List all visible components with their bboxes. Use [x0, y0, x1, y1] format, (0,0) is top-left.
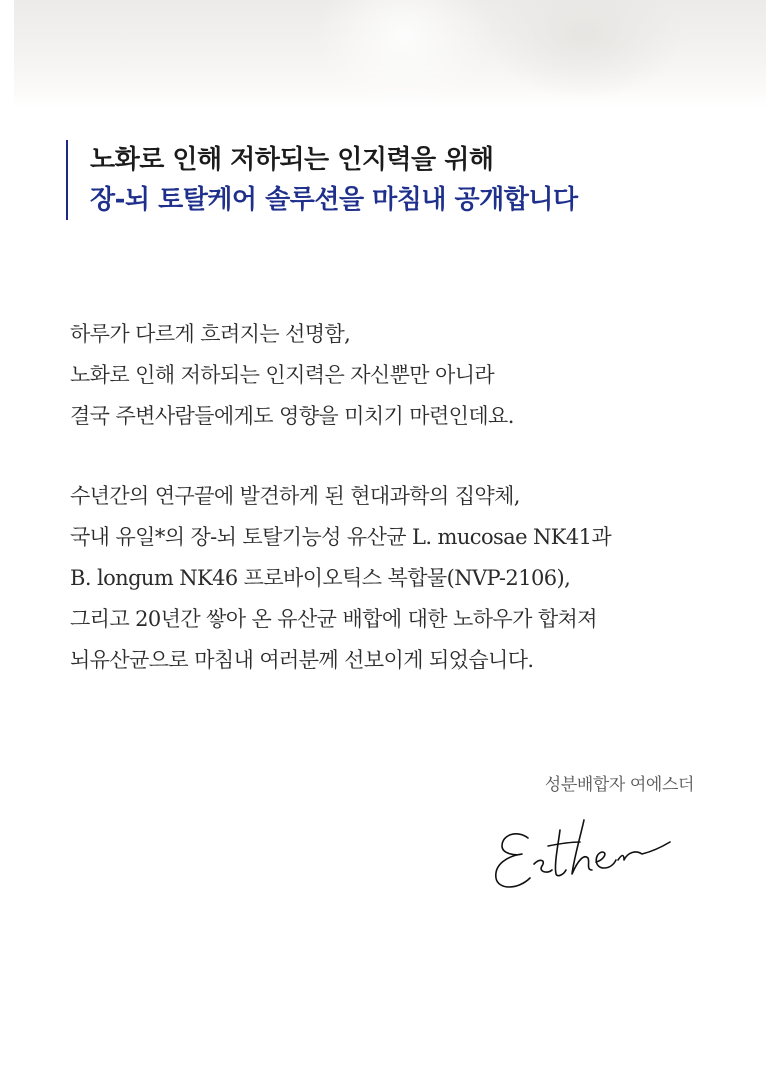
- body-line: 노화로 인해 저하되는 인지력은 자신뿐만 아니라: [70, 363, 495, 387]
- handwritten-signature: [488, 808, 698, 898]
- hero-image-fade: [14, 0, 766, 108]
- hero-shadow: [484, 0, 684, 100]
- body-line: 수년간의 연구끝에 발견하게 된 현대과학의 집약체,: [70, 484, 520, 508]
- hero-highlight: [314, 0, 494, 108]
- body-line: B. longum NK46 프로바이오틱스 복합물(NVP-2106),: [70, 566, 571, 590]
- headline-line-1: 노화로 인해 저하되는 인지력을 위해: [90, 145, 494, 175]
- body-line: 하루가 다르게 흐려지는 선명함,: [70, 322, 351, 346]
- headline-block: [66, 140, 578, 220]
- signature-caption: 성분배합자 여에스더: [544, 775, 694, 795]
- body-line: 결국 주변사람들에게도 영향을 미치기 마련인데요.: [70, 404, 514, 428]
- headline-line-2: 장-뇌 토탈케어 솔루션을 마침내 공개합니다: [90, 185, 578, 215]
- body-line: 그리고 20년간 쌓아 온 유산균 배합에 대한 노하우가 합쳐져: [70, 607, 597, 631]
- body-line: 뇌유산균으로 마침내 여러분께 선보이게 되었습니다.: [70, 648, 534, 672]
- body-paragraph-1: [70, 314, 514, 437]
- body-line: 국내 유일*의 장-뇌 토탈기능성 유산균 L. mucosae NK41과: [70, 525, 612, 549]
- body-paragraph-2: [70, 476, 611, 681]
